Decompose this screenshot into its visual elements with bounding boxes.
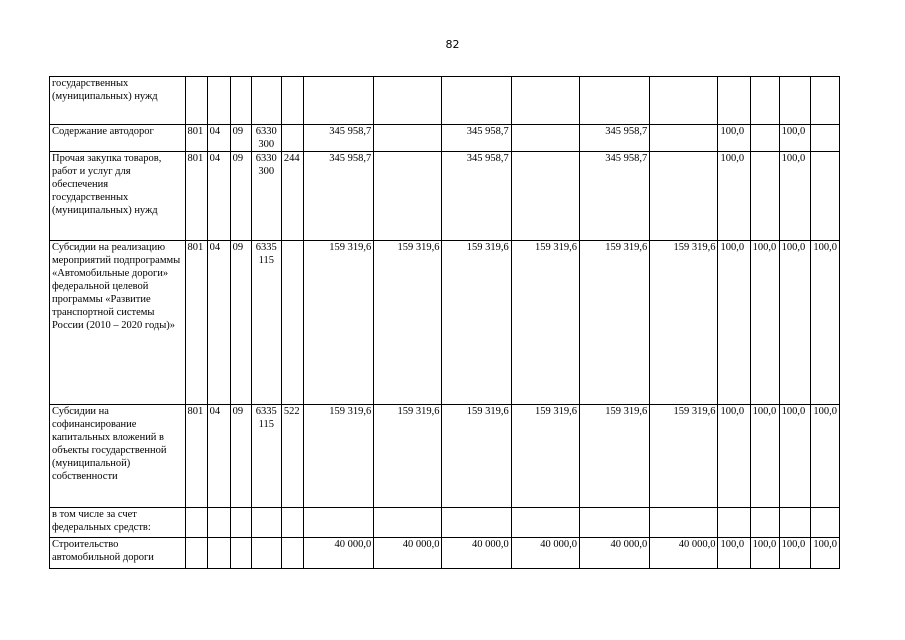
subsection-code-cell: 09 bbox=[230, 152, 251, 241]
ministry-code-cell: 801 bbox=[185, 405, 207, 508]
section-code-cell: 04 bbox=[207, 405, 230, 508]
ministry-code-cell: 801 bbox=[185, 241, 207, 405]
approved-amount-cell: 40 000,0 bbox=[303, 538, 373, 569]
budget-amount-cell: 159 319,6 bbox=[442, 405, 511, 508]
executed-federal-cell: 159 319,6 bbox=[650, 241, 718, 405]
approved-amount-cell: 159 319,6 bbox=[303, 405, 373, 508]
budget-amount-cell bbox=[442, 77, 511, 125]
budget-federal-cell bbox=[511, 125, 579, 152]
percent-executed-vs-approved-federal-cell: 100,0 bbox=[750, 241, 779, 405]
section-code-cell bbox=[207, 538, 230, 569]
ministry-code-cell: 801 bbox=[185, 125, 207, 152]
approved-federal-cell: 159 319,6 bbox=[374, 405, 442, 508]
budget-federal-cell bbox=[511, 508, 579, 538]
percent-executed-vs-budget-cell: 100,0 bbox=[779, 538, 810, 569]
section-code-cell: 04 bbox=[207, 125, 230, 152]
expense-type-code-cell bbox=[281, 508, 303, 538]
percent-executed-vs-approved-federal-cell bbox=[750, 152, 779, 241]
executed-federal-cell bbox=[650, 508, 718, 538]
approved-amount-cell bbox=[303, 77, 373, 125]
percent-executed-vs-approved-cell: 100,0 bbox=[718, 538, 750, 569]
percent-executed-vs-budget-cell bbox=[779, 508, 810, 538]
table-row bbox=[50, 77, 840, 125]
table-row bbox=[50, 508, 840, 538]
budget-amount-cell bbox=[442, 508, 511, 538]
expense-type-code-cell bbox=[281, 77, 303, 125]
expense-type-code-cell bbox=[281, 241, 303, 405]
percent-executed-vs-approved-federal-cell: 100,0 bbox=[750, 405, 779, 508]
row-name-cell: в том числе за счет федеральных средств: bbox=[50, 508, 186, 538]
percent-executed-vs-budget-cell bbox=[779, 77, 810, 125]
target-item-code-cell bbox=[251, 508, 281, 538]
target-item-code-cell: 6330 300 bbox=[251, 125, 281, 152]
subsection-code-cell: 09 bbox=[230, 125, 251, 152]
approved-amount-cell bbox=[303, 508, 373, 538]
percent-executed-vs-budget-cell: 100,0 bbox=[779, 152, 810, 241]
row-name-cell: Строительство автомобильной дороги bbox=[50, 538, 186, 569]
approved-federal-cell bbox=[374, 125, 442, 152]
percent-executed-vs-budget-cell: 100,0 bbox=[779, 125, 810, 152]
budget-amount-cell: 40 000,0 bbox=[442, 538, 511, 569]
subsection-code-cell: 09 bbox=[230, 405, 251, 508]
page-number: 82 bbox=[445, 38, 460, 51]
percent-executed-vs-budget-federal-cell bbox=[810, 125, 839, 152]
approved-amount-cell: 345 958,7 bbox=[303, 152, 373, 241]
table-row bbox=[50, 538, 840, 569]
subsection-code-cell: 09 bbox=[230, 241, 251, 405]
target-item-code-cell bbox=[251, 538, 281, 569]
executed-federal-cell: 159 319,6 bbox=[650, 405, 718, 508]
section-code-cell bbox=[207, 508, 230, 538]
row-name-cell: Прочая закупка товаров, работ и услуг для обеспечения государственных (муниципальных) нужд bbox=[50, 152, 186, 241]
percent-executed-vs-approved-federal-cell bbox=[750, 508, 779, 538]
percent-executed-vs-budget-cell: 100,0 bbox=[779, 405, 810, 508]
table-row bbox=[50, 125, 840, 152]
percent-executed-vs-budget-federal-cell bbox=[810, 152, 839, 241]
budget-amount-cell: 345 958,7 bbox=[442, 125, 511, 152]
target-item-code-cell: 6335 115 bbox=[251, 405, 281, 508]
percent-executed-vs-approved-federal-cell bbox=[750, 77, 779, 125]
expense-type-code-cell bbox=[281, 125, 303, 152]
percent-executed-vs-approved-cell: 100,0 bbox=[718, 241, 750, 405]
expense-type-code-cell: 244 bbox=[281, 152, 303, 241]
executed-amount-cell: 40 000,0 bbox=[579, 538, 649, 569]
table-row bbox=[50, 241, 840, 405]
executed-federal-cell: 40 000,0 bbox=[650, 538, 718, 569]
percent-executed-vs-approved-cell: 100,0 bbox=[718, 125, 750, 152]
percent-executed-vs-approved-federal-cell: 100,0 bbox=[750, 538, 779, 569]
executed-amount-cell: 159 319,6 bbox=[579, 241, 649, 405]
target-item-code-cell bbox=[251, 77, 281, 125]
table-row bbox=[50, 152, 840, 241]
percent-executed-vs-approved-cell: 100,0 bbox=[718, 152, 750, 241]
subsection-code-cell bbox=[230, 508, 251, 538]
ministry-code-cell bbox=[185, 77, 207, 125]
approved-federal-cell bbox=[374, 508, 442, 538]
percent-executed-vs-approved-cell bbox=[718, 508, 750, 538]
budget-amount-cell: 159 319,6 bbox=[442, 241, 511, 405]
approved-federal-cell: 159 319,6 bbox=[374, 241, 442, 405]
executed-federal-cell bbox=[650, 152, 718, 241]
table-row bbox=[50, 405, 840, 508]
percent-executed-vs-budget-federal-cell: 100,0 bbox=[810, 241, 839, 405]
percent-executed-vs-budget-federal-cell bbox=[810, 508, 839, 538]
expense-type-code-cell: 522 bbox=[281, 405, 303, 508]
budget-federal-cell: 40 000,0 bbox=[511, 538, 579, 569]
section-code-cell: 04 bbox=[207, 241, 230, 405]
executed-amount-cell: 345 958,7 bbox=[579, 152, 649, 241]
row-name-cell: Субсидии на софинансирование капитальных вложений в объекты государственной (муниципальной) собственности bbox=[50, 405, 186, 508]
approved-federal-cell bbox=[374, 77, 442, 125]
section-code-cell: 04 bbox=[207, 152, 230, 241]
approved-amount-cell: 159 319,6 bbox=[303, 241, 373, 405]
percent-executed-vs-approved-cell bbox=[718, 77, 750, 125]
percent-executed-vs-budget-federal-cell: 100,0 bbox=[810, 538, 839, 569]
budget-federal-cell: 159 319,6 bbox=[511, 405, 579, 508]
ministry-code-cell bbox=[185, 508, 207, 538]
target-item-code-cell: 6330 300 bbox=[251, 152, 281, 241]
expense-type-code-cell bbox=[281, 538, 303, 569]
budget-federal-cell bbox=[511, 152, 579, 241]
approved-amount-cell: 345 958,7 bbox=[303, 125, 373, 152]
executed-amount-cell bbox=[579, 508, 649, 538]
executed-amount-cell bbox=[579, 77, 649, 125]
percent-executed-vs-approved-federal-cell bbox=[750, 125, 779, 152]
percent-executed-vs-budget-federal-cell: 100,0 bbox=[810, 405, 839, 508]
ministry-code-cell bbox=[185, 538, 207, 569]
executed-federal-cell bbox=[650, 77, 718, 125]
ministry-code-cell: 801 bbox=[185, 152, 207, 241]
percent-executed-vs-budget-federal-cell bbox=[810, 77, 839, 125]
executed-federal-cell bbox=[650, 125, 718, 152]
budget-federal-cell bbox=[511, 77, 579, 125]
budget-federal-cell: 159 319,6 bbox=[511, 241, 579, 405]
executed-amount-cell: 159 319,6 bbox=[579, 405, 649, 508]
budget-table bbox=[49, 76, 840, 569]
budget-amount-cell: 345 958,7 bbox=[442, 152, 511, 241]
target-item-code-cell: 6335 115 bbox=[251, 241, 281, 405]
subsection-code-cell bbox=[230, 77, 251, 125]
percent-executed-vs-budget-cell: 100,0 bbox=[779, 241, 810, 405]
row-name-cell: Субсидии на реализацию мероприятий подпрограммы «Автомобильные дороги» федеральной целевой программы «Развитие транспортной системы России (2010 – 2020 годы)» bbox=[50, 241, 186, 405]
approved-federal-cell bbox=[374, 152, 442, 241]
row-name-cell: Содержание автодорог bbox=[50, 125, 186, 152]
approved-federal-cell: 40 000,0 bbox=[374, 538, 442, 569]
subsection-code-cell bbox=[230, 538, 251, 569]
row-name-cell: государственных (муниципальных) нужд bbox=[50, 77, 186, 125]
executed-amount-cell: 345 958,7 bbox=[579, 125, 649, 152]
section-code-cell bbox=[207, 77, 230, 125]
percent-executed-vs-approved-cell: 100,0 bbox=[718, 405, 750, 508]
